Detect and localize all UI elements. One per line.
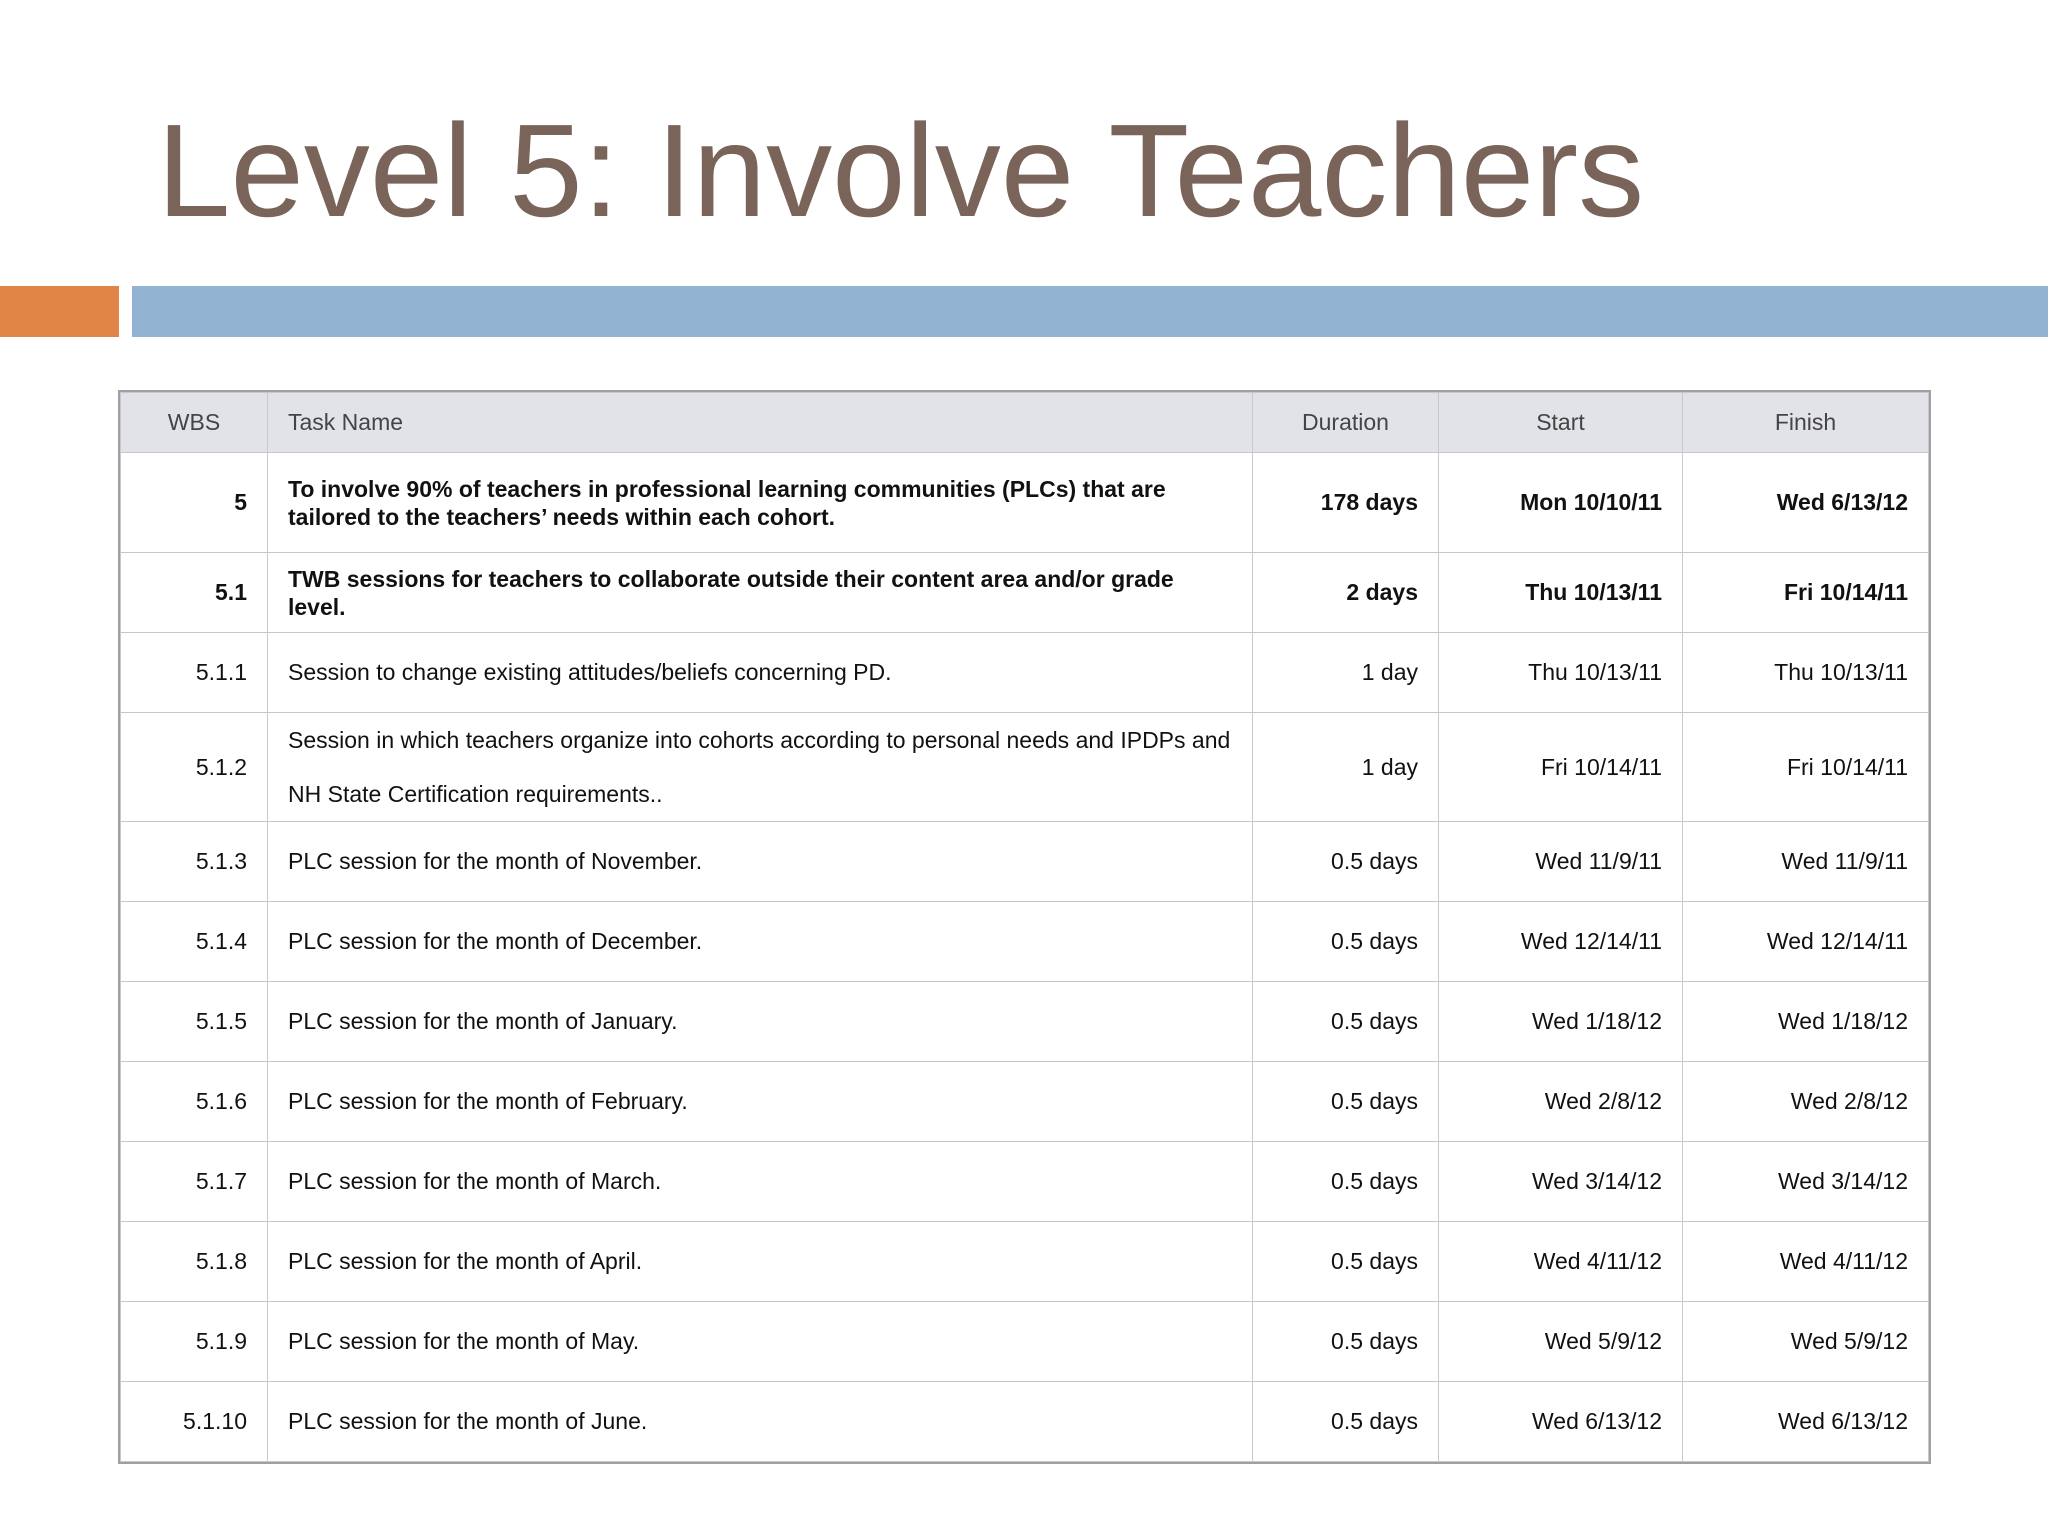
table-row xyxy=(121,1382,1929,1462)
table-row xyxy=(121,982,1929,1062)
cell-finish: Wed 4/11/12 xyxy=(1683,1222,1929,1302)
cell-task-name: To involve 90% of teachers in professional learning communities (PLCs) that are tailored to the teachers’ needs within each cohort. xyxy=(268,453,1253,553)
cell-task-name: PLC session for the month of January. xyxy=(268,982,1253,1062)
table-row xyxy=(121,633,1929,713)
cell-task-name: Session to change existing attitudes/beliefs concerning PD. xyxy=(268,633,1253,713)
accent-bar xyxy=(0,286,119,337)
table-header-row xyxy=(121,393,1929,453)
cell-task-name: PLC session for the month of June. xyxy=(268,1382,1253,1462)
slide-title: Level 5: Involve Teachers xyxy=(157,97,1645,244)
cell-wbs: 5.1.8 xyxy=(121,1222,268,1302)
cell-wbs: 5.1.10 xyxy=(121,1382,268,1462)
cell-finish: Wed 2/8/12 xyxy=(1683,1062,1929,1142)
cell-finish: Fri 10/14/11 xyxy=(1683,713,1929,822)
cell-wbs: 5.1.9 xyxy=(121,1302,268,1382)
cell-duration: 0.5 days xyxy=(1253,822,1439,902)
cell-duration: 0.5 days xyxy=(1253,1382,1439,1462)
title-underline-bar xyxy=(132,286,2048,337)
table-row xyxy=(121,902,1929,982)
cell-task-name: PLC session for the month of December. xyxy=(268,902,1253,982)
table-row xyxy=(121,713,1929,822)
cell-start: Wed 6/13/12 xyxy=(1439,1382,1683,1462)
cell-finish: Wed 12/14/11 xyxy=(1683,902,1929,982)
cell-wbs: 5.1 xyxy=(121,553,268,633)
cell-finish: Wed 5/9/12 xyxy=(1683,1302,1929,1382)
header-finish: Finish xyxy=(1683,393,1929,453)
cell-duration: 1 day xyxy=(1253,633,1439,713)
header-task-name: Task Name xyxy=(268,393,1253,453)
table-row xyxy=(121,453,1929,553)
cell-start: Thu 10/13/11 xyxy=(1439,553,1683,633)
cell-start: Wed 2/8/12 xyxy=(1439,1062,1683,1142)
cell-duration: 1 day xyxy=(1253,713,1439,822)
cell-duration: 0.5 days xyxy=(1253,1302,1439,1382)
cell-start: Wed 5/9/12 xyxy=(1439,1302,1683,1382)
cell-start: Wed 1/18/12 xyxy=(1439,982,1683,1062)
cell-start: Wed 3/14/12 xyxy=(1439,1142,1683,1222)
cell-duration: 0.5 days xyxy=(1253,1222,1439,1302)
cell-wbs: 5.1.2 xyxy=(121,713,268,822)
cell-duration: 0.5 days xyxy=(1253,902,1439,982)
table-row xyxy=(121,1302,1929,1382)
table-row xyxy=(121,553,1929,633)
cell-start: Wed 12/14/11 xyxy=(1439,902,1683,982)
cell-task-name: PLC session for the month of May. xyxy=(268,1302,1253,1382)
table-row xyxy=(121,822,1929,902)
table-row xyxy=(121,1222,1929,1302)
schedule-table xyxy=(120,392,1929,1462)
cell-wbs: 5.1.5 xyxy=(121,982,268,1062)
table-row xyxy=(121,1062,1929,1142)
cell-start: Fri 10/14/11 xyxy=(1439,713,1683,822)
cell-task-name: PLC session for the month of March. xyxy=(268,1142,1253,1222)
cell-wbs: 5 xyxy=(121,453,268,553)
cell-wbs: 5.1.4 xyxy=(121,902,268,982)
cell-finish: Wed 11/9/11 xyxy=(1683,822,1929,902)
cell-task-name: TWB sessions for teachers to collaborate outside their content area and/or grade level. xyxy=(268,553,1253,633)
cell-duration: 2 days xyxy=(1253,553,1439,633)
cell-start: Wed 11/9/11 xyxy=(1439,822,1683,902)
cell-start: Wed 4/11/12 xyxy=(1439,1222,1683,1302)
cell-finish: Thu 10/13/11 xyxy=(1683,633,1929,713)
cell-task-name: Session in which teachers organize into cohorts according to personal needs and IPDPs and NH State Certification requirements.. xyxy=(268,713,1253,822)
cell-finish: Wed 6/13/12 xyxy=(1683,1382,1929,1462)
cell-wbs: 5.1.6 xyxy=(121,1062,268,1142)
cell-wbs: 5.1.7 xyxy=(121,1142,268,1222)
cell-duration: 0.5 days xyxy=(1253,1062,1439,1142)
cell-wbs: 5.1.3 xyxy=(121,822,268,902)
cell-finish: Fri 10/14/11 xyxy=(1683,553,1929,633)
header-wbs: WBS xyxy=(121,393,268,453)
cell-task-name: PLC session for the month of April. xyxy=(268,1222,1253,1302)
header-start: Start xyxy=(1439,393,1683,453)
cell-task-name: PLC session for the month of November. xyxy=(268,822,1253,902)
cell-task-name: PLC session for the month of February. xyxy=(268,1062,1253,1142)
table-row xyxy=(121,1142,1929,1222)
cell-start: Mon 10/10/11 xyxy=(1439,453,1683,553)
cell-wbs: 5.1.1 xyxy=(121,633,268,713)
cell-finish: Wed 6/13/12 xyxy=(1683,453,1929,553)
cell-finish: Wed 1/18/12 xyxy=(1683,982,1929,1062)
cell-duration: 178 days xyxy=(1253,453,1439,553)
cell-finish: Wed 3/14/12 xyxy=(1683,1142,1929,1222)
cell-start: Thu 10/13/11 xyxy=(1439,633,1683,713)
cell-duration: 0.5 days xyxy=(1253,982,1439,1062)
header-duration: Duration xyxy=(1253,393,1439,453)
cell-duration: 0.5 days xyxy=(1253,1142,1439,1222)
